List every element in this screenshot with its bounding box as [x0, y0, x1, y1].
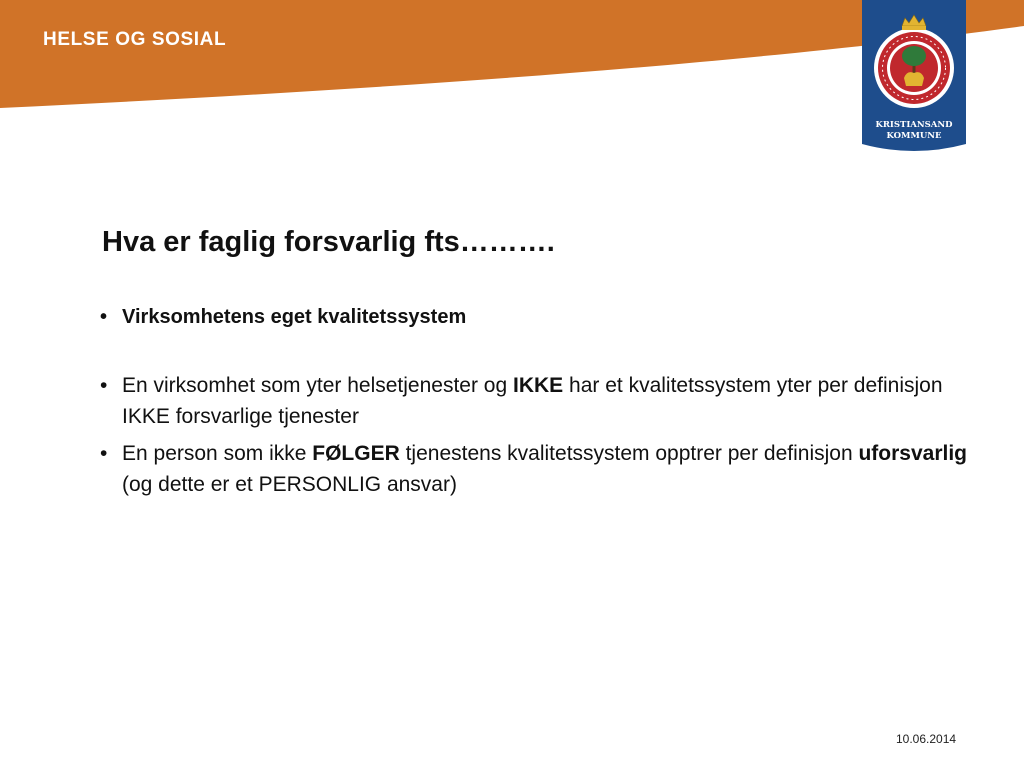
kristiansand-kommune-logo	[862, 0, 966, 154]
logo-line1: KRISTIANSAND	[875, 120, 953, 130]
emphasis-text: uforsvarlig	[858, 442, 968, 465]
bullet-text: har et kvalitetssystem yter per definisjon IKKE forsvarlige tjenester	[122, 374, 943, 428]
bullet-text: tjenestens kvalitetssystem opptrer per definisjon	[399, 442, 859, 465]
bullet-item	[100, 370, 970, 432]
slide-title: Hva er faglig forsvarlig fts……….	[102, 226, 555, 258]
bullet-text: (og dette er et PERSONLIG ansvar)	[122, 473, 457, 496]
bullet-text: Virksomhetens eget kvalitetssystem	[122, 306, 467, 328]
bullet-text: En person som ikke	[122, 442, 313, 465]
bullet-text: En virksomhet som yter helsetjenester og	[122, 374, 514, 397]
emphasis-text: FØLGER	[312, 442, 400, 465]
bullet-item	[100, 302, 970, 333]
slide-date: 10.06.2014	[896, 732, 957, 746]
bullet-item	[100, 438, 970, 500]
department-name: HELSE OG SOSIAL	[43, 29, 227, 50]
bullet-list	[100, 302, 970, 500]
logo-line2: KOMMUNE	[886, 131, 942, 141]
emphasis-text: IKKE	[513, 374, 564, 397]
